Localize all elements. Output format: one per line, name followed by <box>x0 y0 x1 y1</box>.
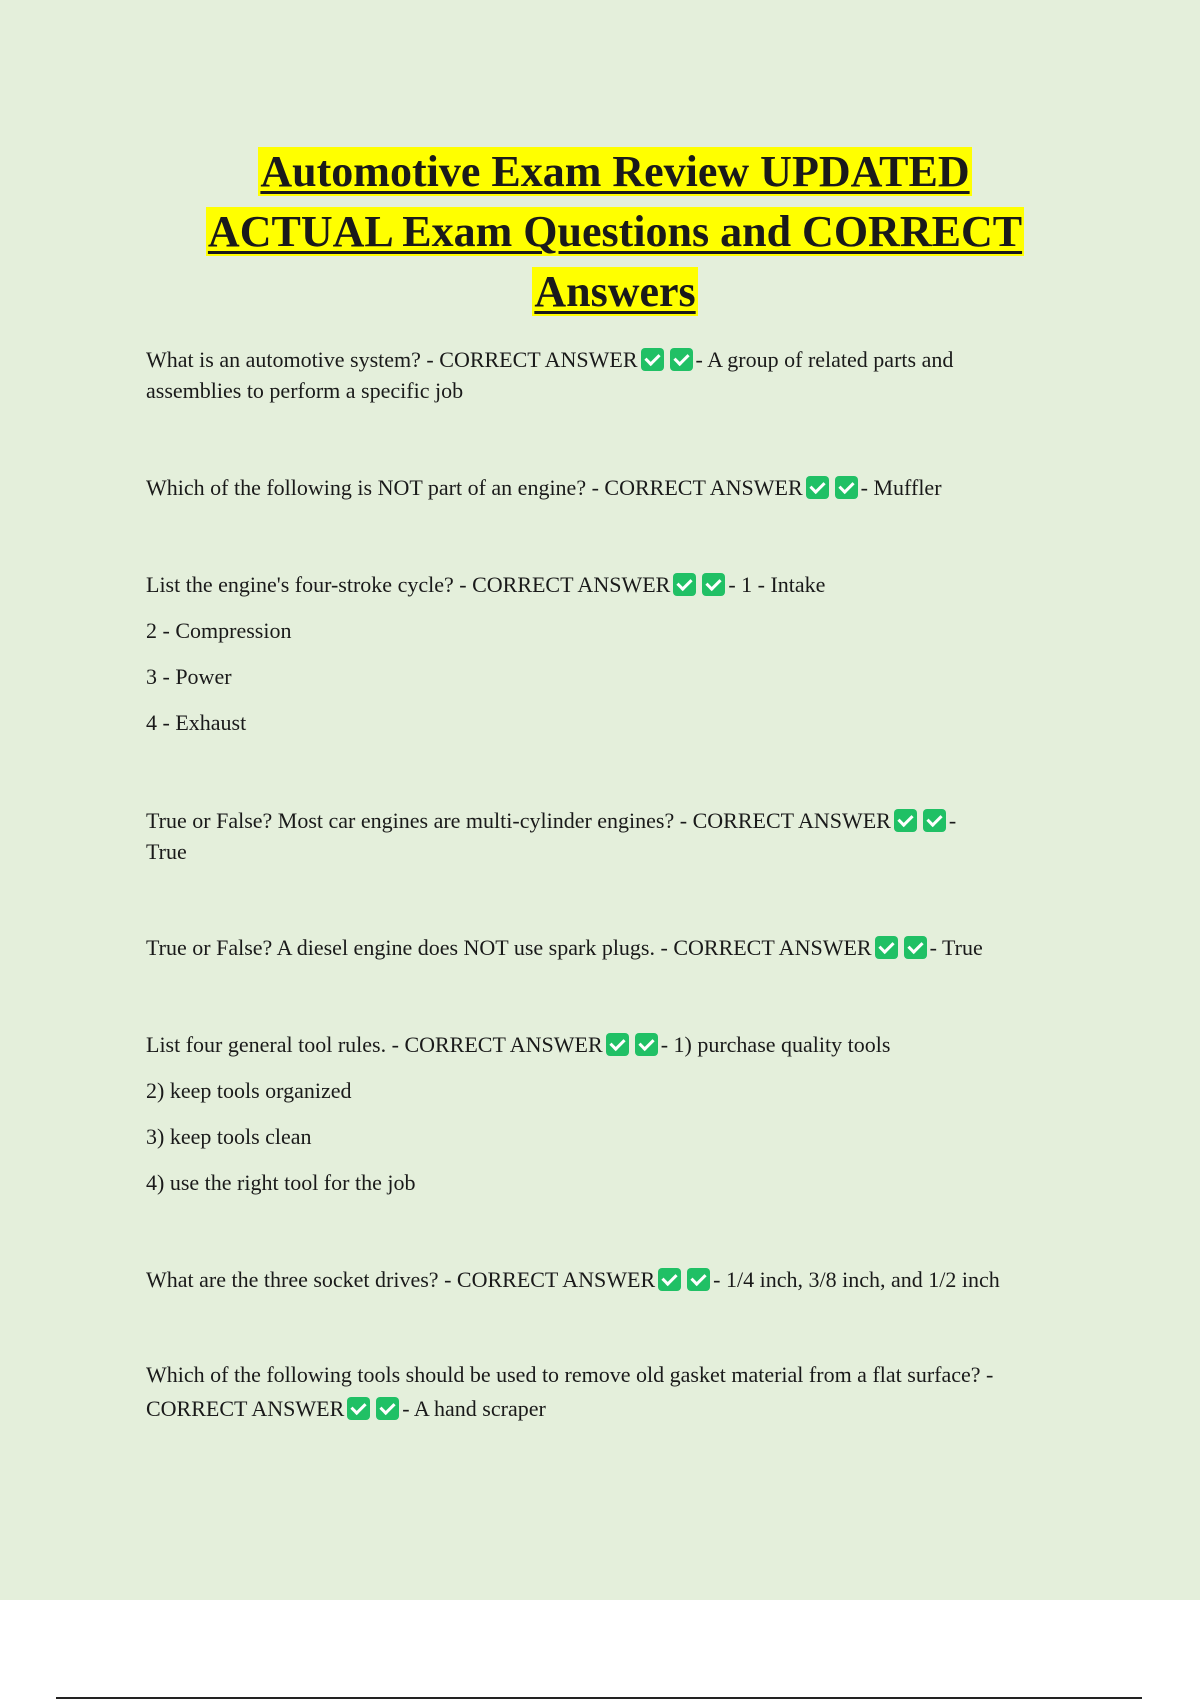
answer-continuation: assemblies to perform a specific job <box>146 378 464 403</box>
question-text: Which of the following tools should be used to remove old gasket material from a flat surface? - <box>146 1362 994 1387</box>
answer-marker: CORRECT ANSWER <box>146 1396 345 1421</box>
answer-list-item: 2) keep tools organized <box>146 1078 352 1103</box>
qa-item <box>146 805 1096 867</box>
check-icon <box>641 348 664 371</box>
title-line: ACTUAL Exam Questions and CORRECT <box>207 207 1023 256</box>
check-icon <box>687 1268 710 1291</box>
question-text: List four general tool rules. - <box>146 1032 405 1057</box>
qa-line <box>146 1392 1096 1426</box>
answer-text: - True <box>929 935 983 960</box>
answer-list-item: 4) use the right tool for the job <box>146 1170 416 1195</box>
answer-list-item: 4 - Exhaust <box>146 710 247 735</box>
answer-continuation: True <box>146 839 187 864</box>
question-text: List the engine's four-stroke cycle? - <box>146 572 473 597</box>
qa-line <box>146 472 1096 503</box>
answer-marker: CORRECT ANSWER <box>692 808 891 833</box>
check-icon <box>875 936 898 959</box>
check-icon <box>635 1033 658 1056</box>
check-icon <box>376 1397 399 1420</box>
question-text: True or False? A diesel engine does NOT use spark plugs. - <box>146 935 674 960</box>
answer-text: - Muffler <box>860 475 942 500</box>
answer-marker: CORRECT ANSWER <box>472 572 671 597</box>
check-icon <box>806 476 829 499</box>
qa-line <box>146 569 1096 600</box>
qa-item <box>146 344 1096 406</box>
question-text: True or False? Most car engines are multi-cylinder engines? - <box>146 808 693 833</box>
check-icon <box>894 809 917 832</box>
answer-list-item: 3) keep tools clean <box>146 1124 312 1149</box>
answer-list-item: 3 - Power <box>146 664 232 689</box>
check-icon <box>670 348 693 371</box>
qa-item <box>146 472 1096 503</box>
qa-line <box>146 805 1096 836</box>
answer-text: - <box>948 808 957 833</box>
answer-text: - 1) purchase quality tools <box>660 1032 891 1057</box>
qa-item <box>146 1264 1096 1295</box>
qa-item <box>146 569 1096 738</box>
question-text: What are the three socket drives? - <box>146 1267 457 1292</box>
check-icon <box>904 936 927 959</box>
answer-text: - 1 - Intake <box>728 572 826 597</box>
document-title <box>140 142 1090 322</box>
qa-item <box>146 1029 1096 1198</box>
title-line: Automotive Exam Review UPDATED <box>260 147 970 196</box>
answer-marker: CORRECT ANSWER <box>673 935 872 960</box>
qa-line <box>146 1264 1096 1295</box>
answer-text: - 1/4 inch, 3/8 inch, and 1/2 inch <box>713 1267 1000 1292</box>
check-icon <box>673 573 696 596</box>
answer-marker: CORRECT ANSWER <box>456 1267 656 1292</box>
qa-line <box>146 1029 1096 1060</box>
answer-list-item: 2 - Compression <box>146 618 292 643</box>
answer-text: - A group of related parts and <box>695 347 954 372</box>
qa-line <box>146 344 1096 375</box>
check-icon <box>835 476 858 499</box>
answer-marker: CORRECT ANSWER <box>604 475 803 500</box>
question-text: What is an automotive system? - <box>146 347 440 372</box>
footer-divider <box>56 1697 1142 1699</box>
answer-text: - A hand scraper <box>402 1396 546 1421</box>
answer-marker: CORRECT ANSWER <box>439 347 638 372</box>
check-icon <box>923 809 946 832</box>
qa-line <box>146 932 1096 963</box>
check-icon <box>702 573 725 596</box>
title-line: Answers <box>534 267 696 316</box>
check-icon <box>347 1397 370 1420</box>
check-icon <box>606 1033 629 1056</box>
check-icon <box>658 1268 681 1291</box>
qa-item <box>146 1358 1096 1426</box>
answer-marker: CORRECT ANSWER <box>404 1032 603 1057</box>
qa-item <box>146 932 1096 963</box>
question-text: Which of the following is NOT part of an engine? - <box>146 475 605 500</box>
